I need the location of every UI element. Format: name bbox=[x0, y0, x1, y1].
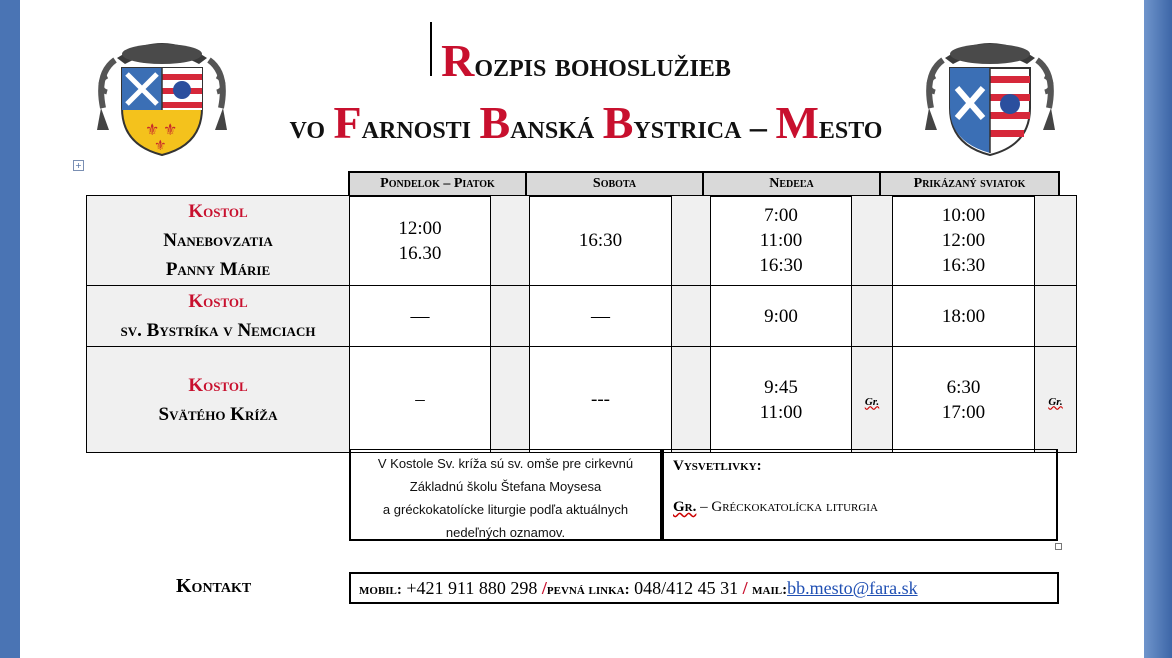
svg-text:⚜: ⚜ bbox=[154, 138, 167, 154]
note-cell-holiday bbox=[1035, 286, 1077, 347]
mass-time: 16:30 bbox=[941, 255, 986, 276]
contact-label: Kontakt bbox=[176, 575, 252, 597]
church-name-cell bbox=[87, 347, 350, 453]
title-b1: B bbox=[479, 97, 511, 148]
title-line-2 bbox=[0, 96, 1172, 149]
note-line: a gréckokatolícke liturgie podľa aktuálnych bbox=[382, 502, 629, 517]
mass-time: 10:00 bbox=[941, 205, 986, 226]
legend-abbr: Gr. bbox=[673, 499, 697, 515]
table-row bbox=[87, 196, 1077, 286]
note-line: V Kostole Sv. kríža sú sv. omše pre cirkevnú bbox=[377, 456, 634, 471]
church-name-line: Nanebovzatia bbox=[163, 230, 273, 251]
mass-time: – bbox=[415, 389, 425, 410]
mobile-number: +421 911 880 298 bbox=[401, 578, 542, 598]
note-cell-sunday bbox=[852, 286, 893, 347]
title-rest: ozpis bohoslužieb bbox=[474, 47, 731, 84]
time-cell-saturday bbox=[530, 196, 672, 286]
time-cell-holiday bbox=[893, 347, 1035, 453]
table-move-handle-icon[interactable]: + bbox=[73, 160, 84, 171]
church-name-line: Panny Márie bbox=[165, 259, 271, 280]
note-cell-holiday bbox=[1035, 347, 1077, 453]
time-cell-saturday bbox=[530, 286, 672, 347]
note-cell-saturday bbox=[672, 196, 711, 286]
svg-text:⚜: ⚜ bbox=[163, 120, 178, 139]
note-line: Základnú školu Štefana Moysesa bbox=[409, 479, 602, 494]
legend-text: – Gréckokatolícka liturgia bbox=[696, 499, 878, 515]
mass-time: 16.30 bbox=[398, 242, 442, 264]
mass-time: — bbox=[591, 305, 610, 327]
landline-label: pevná linka: bbox=[546, 582, 630, 598]
title-vo: vo bbox=[289, 109, 334, 146]
greek-catholic-abbr: Gr. bbox=[1048, 395, 1063, 408]
mass-time: 12:00 bbox=[398, 217, 442, 239]
time-cell-holiday bbox=[893, 196, 1035, 286]
church-label-red: Kostol bbox=[188, 374, 248, 396]
time-cell-weekday bbox=[350, 196, 491, 286]
time-cell-weekday bbox=[350, 347, 491, 453]
title-anska: anská bbox=[510, 109, 603, 146]
note-cell-saturday bbox=[672, 286, 711, 347]
schedule-table bbox=[86, 195, 1077, 453]
time-cell-holiday bbox=[893, 286, 1035, 347]
svg-text:⚜: ⚜ bbox=[145, 120, 160, 139]
contact-box bbox=[349, 572, 1059, 604]
separator-1: / bbox=[541, 578, 547, 598]
church-label-red: Kostol bbox=[188, 201, 248, 222]
table-row bbox=[87, 347, 1077, 453]
legend-line bbox=[673, 499, 1047, 516]
time-cell-sunday bbox=[711, 347, 852, 453]
church-name-cell bbox=[87, 286, 350, 347]
church-name-cell bbox=[87, 196, 350, 286]
title-initial: R bbox=[441, 35, 475, 86]
note-cell-sunday bbox=[852, 196, 893, 286]
title-b2: B bbox=[602, 97, 634, 148]
title-ystrica: ystrica – bbox=[633, 109, 776, 146]
table-resize-handle[interactable] bbox=[1055, 543, 1062, 550]
mass-time: 18:00 bbox=[941, 305, 986, 327]
separator-2: / bbox=[742, 578, 748, 598]
mass-time: 16:30 bbox=[578, 230, 623, 251]
mail-label: mail: bbox=[752, 582, 788, 598]
title-esto: esto bbox=[818, 109, 883, 146]
note-cell-saturday bbox=[672, 347, 711, 453]
church-name-line: sv. Bystríka v Nemciach bbox=[120, 320, 316, 341]
mass-time: 11:00 bbox=[759, 401, 803, 423]
note-cell-sunday bbox=[852, 347, 893, 453]
note-cell-weekday bbox=[491, 347, 530, 453]
mass-time: 16:30 bbox=[759, 255, 803, 276]
mass-time: 6:30 bbox=[946, 376, 981, 398]
note-cell-weekday bbox=[491, 286, 530, 347]
time-cell-saturday bbox=[530, 347, 672, 453]
column-header-table bbox=[348, 171, 1060, 197]
title-f: F bbox=[333, 97, 362, 148]
note-cell-holiday bbox=[1035, 196, 1077, 286]
note-box bbox=[349, 449, 662, 541]
email-link[interactable]: bb.mesto@fara.sk bbox=[787, 578, 918, 598]
column-header-weekday: Pondelok – Piatok bbox=[349, 172, 526, 196]
mass-time: 7:00 bbox=[764, 205, 798, 226]
mass-time: 11:00 bbox=[759, 230, 803, 251]
mobile-label: mobil: bbox=[359, 582, 402, 598]
time-cell-weekday bbox=[350, 286, 491, 347]
mass-time: 12:00 bbox=[941, 230, 986, 251]
title-line-1 bbox=[0, 34, 1172, 87]
legend-box bbox=[662, 449, 1058, 541]
note-cell-weekday bbox=[491, 196, 530, 286]
time-cell-sunday bbox=[711, 286, 852, 347]
mass-time: 9:45 bbox=[764, 376, 798, 398]
column-header-saturday: Sobota bbox=[526, 172, 703, 196]
time-cell-sunday bbox=[711, 196, 852, 286]
mass-time: 17:00 bbox=[941, 401, 986, 423]
church-label-red: Kostol bbox=[188, 291, 248, 312]
greek-catholic-abbr: Gr. bbox=[864, 395, 880, 408]
table-row bbox=[87, 286, 1077, 347]
mass-time: --- bbox=[591, 389, 610, 410]
church-name-line: Svätého Kríža bbox=[158, 403, 278, 425]
legend-heading: Vysvetlivky: bbox=[673, 458, 762, 474]
mass-time: — bbox=[410, 305, 430, 327]
note-line: nedeľných oznamov. bbox=[445, 525, 566, 540]
landline-number: 048/412 45 31 bbox=[629, 578, 743, 598]
column-header-holiday: Prikázaný sviatok bbox=[880, 172, 1059, 196]
title-m: M bbox=[775, 97, 819, 148]
mass-time: 9:00 bbox=[764, 305, 798, 327]
column-header-sunday: Nedeľa bbox=[703, 172, 880, 196]
title-farnosti: arnosti bbox=[361, 109, 480, 146]
